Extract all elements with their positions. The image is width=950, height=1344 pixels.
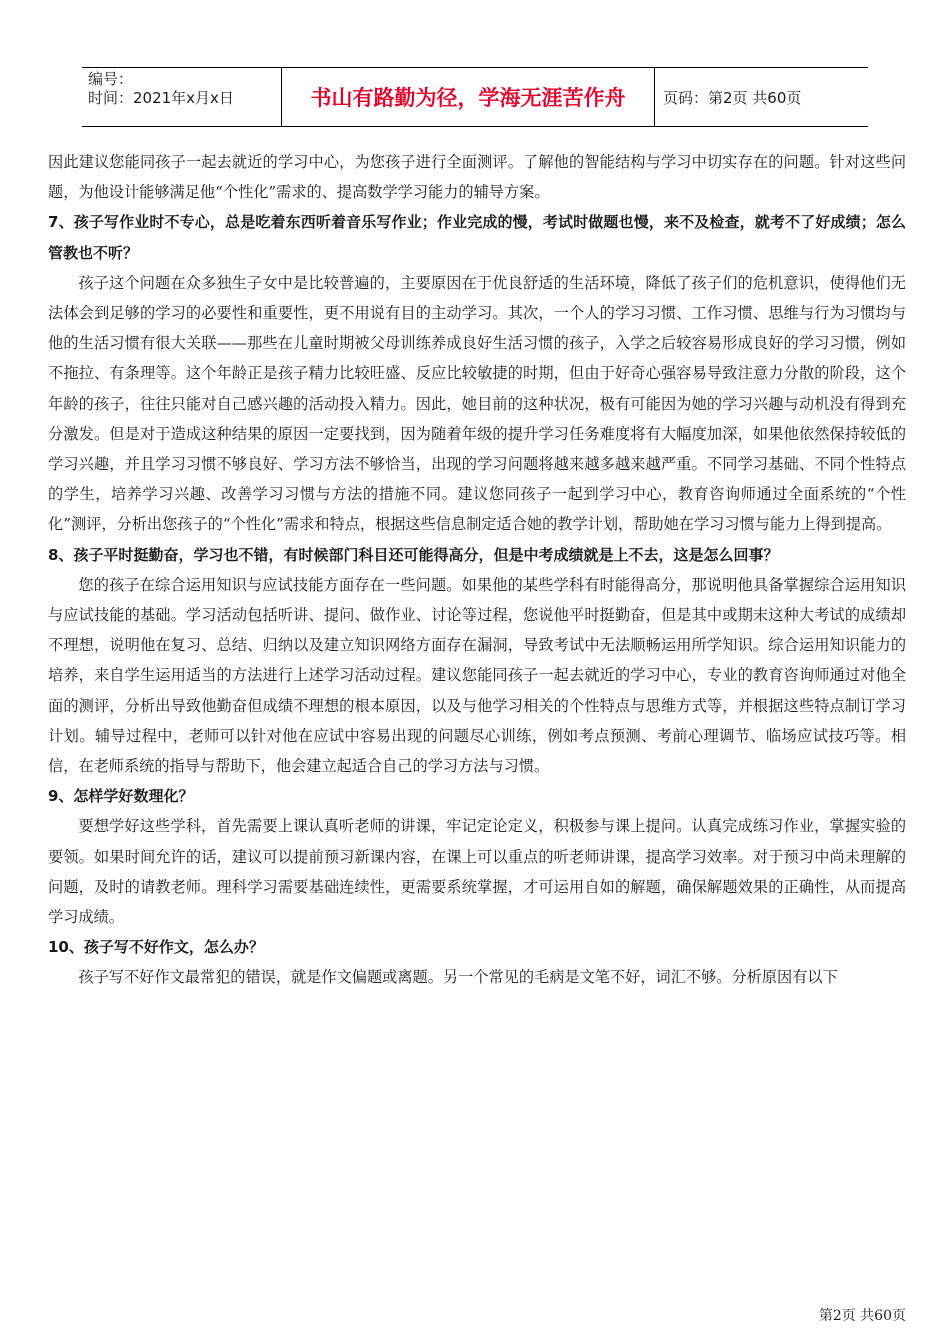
header-date-label: 时间：2021年x月x日 — [88, 89, 234, 107]
page-footer: 第2页 共60页 — [818, 1308, 906, 1324]
document-body — [48, 147, 906, 993]
paragraph: 您的孩子在综合运用知识与应试技能方面存在一些问题。如果他的某些学科有时能得高分，那说明他具备掌握综合运用知识与应试技能的基础。学习活动包括听讲、提问、做作业、讨论等过程，您说他平时挺勤奋，但是其中或期末这种大考试的成绩却不理想，说明他在复习、总结、归纳以及建立知识网络方面存在漏洞，导致考试中无法顺畅运用所学知识。综合运用知识能力的培养，来自学生运用适当的方法进行上述学习活动过程。建议您能同孩子一起去就近的学习中心，专业的教育咨询师通过对他全面的测评，分析出导致他勤奋但成绩不理想的根本原因，以及与他学习相关的个性特点与思维方式等，并根据这些特点制订学习计划。辅导过程中，老师可以针对他在应试中容易出现的问题尽心训练，例如考点预测、考前心理调节、临场应试技巧等。相信，在老师系统的指导与帮助下，他会建立起适合自己的学习方法与习惯。 — [48, 575, 906, 776]
header-page-label: 页码：第2页 共60页 — [663, 88, 802, 107]
header-meta — [82, 68, 282, 126]
question-heading: 7、孩子写作业时不专心，总是吃着东西听着音乐写作业；作业完成的慢，考试时做题也慢，来不及检查，就考不了好成绩；怎么管教也不听？ — [48, 213, 906, 262]
header-number-label: 编号： — [88, 70, 134, 88]
paragraph: 孩子这个问题在众多独生子女中是比较普遍的，主要原因在于优良舒适的生活环境，降低了孩子们的危机意识，使得他们无法体会到足够的学习的必要性和重要性，更不用说有目的主动学习。其次，一个人的学习习惯、工作习惯、思维与行为习惯均与他的生活习惯有很大关联——那些在儿童时期被父母训练养成良好生活习惯的孩子，入学之后较容易形成良好的学习习惯，例如不拖拉、有条理等。这个年龄正是孩子精力比较旺盛、反应比较敏捷的时期，但由于好奇心强容易导致注意力分散的阶段，这个年龄的孩子，往往只能对自己感兴趣的活动投入精力。因此，她目前的这种状况，极有可能因为她的学习兴趣与动机没有得到充分激发。但是对于造成这种结果的原因一定要找到，因为随着年级的提升学习任务难度将有大幅度加深，如果他依然保持较低的学习兴趣，并且学习习惯不够良好、学习方法不够恰当，出现的学习问题将越来越多越来越严重。不同学习基础、不同个性特点的学生，培养学习兴趣、改善学习习惯与方法的措施不同。建议您同孩子一起到学习中心，教育咨询师通过全面系统的“个性化”测评，分析出您孩子的“个性化”需求和特点，根据这些信息制定适合她的教学计划，帮助她在学习习惯与能力上得到提高。 — [48, 273, 906, 534]
page-header — [82, 67, 868, 127]
question-heading: 8、孩子平时挺勤奋，学习也不错，有时候部门科目还可能得高分，但是中考成绩就是上不去，这是怎么回事？ — [48, 545, 779, 564]
header-motto: 书山有路勤为径，学海无涯苦作舟 — [282, 68, 655, 126]
question-heading: 9、怎样学好数理化？ — [48, 787, 194, 806]
paragraph: 孩子写不好作文最常犯的错误，就是作文偏题或离题。另一个常见的毛病是文笔不好，词汇不够。分析原因有以下 — [78, 968, 838, 987]
question-heading: 10、孩子写不好作文，怎么办？ — [48, 938, 264, 957]
paragraph: 要想学好这些学科，首先需要上课认真听老师的讲课，牢记定论定义，积极参与课上提问。认真完成练习作业，掌握实验的要领。如果时间允许的话，建议可以提前预习新课内容，在课上可以重点的听老师讲课，提高学习效率。对于预习中尚未理解的问题，及时的请教老师。理科学习需要基础连续性，更需要系统掌握，才可运用自如的解题，确保解题效果的正确性，从而提高学习成绩。 — [48, 817, 906, 927]
paragraph: 因此建议您能同孩子一起去就近的学习中心，为您孩子进行全面测评。了解他的智能结构与学习中切实存在的问题。针对这些问题，为他设计能够满足他“个性化”需求的、提高数学学习能力的辅导方案。 — [48, 153, 906, 202]
